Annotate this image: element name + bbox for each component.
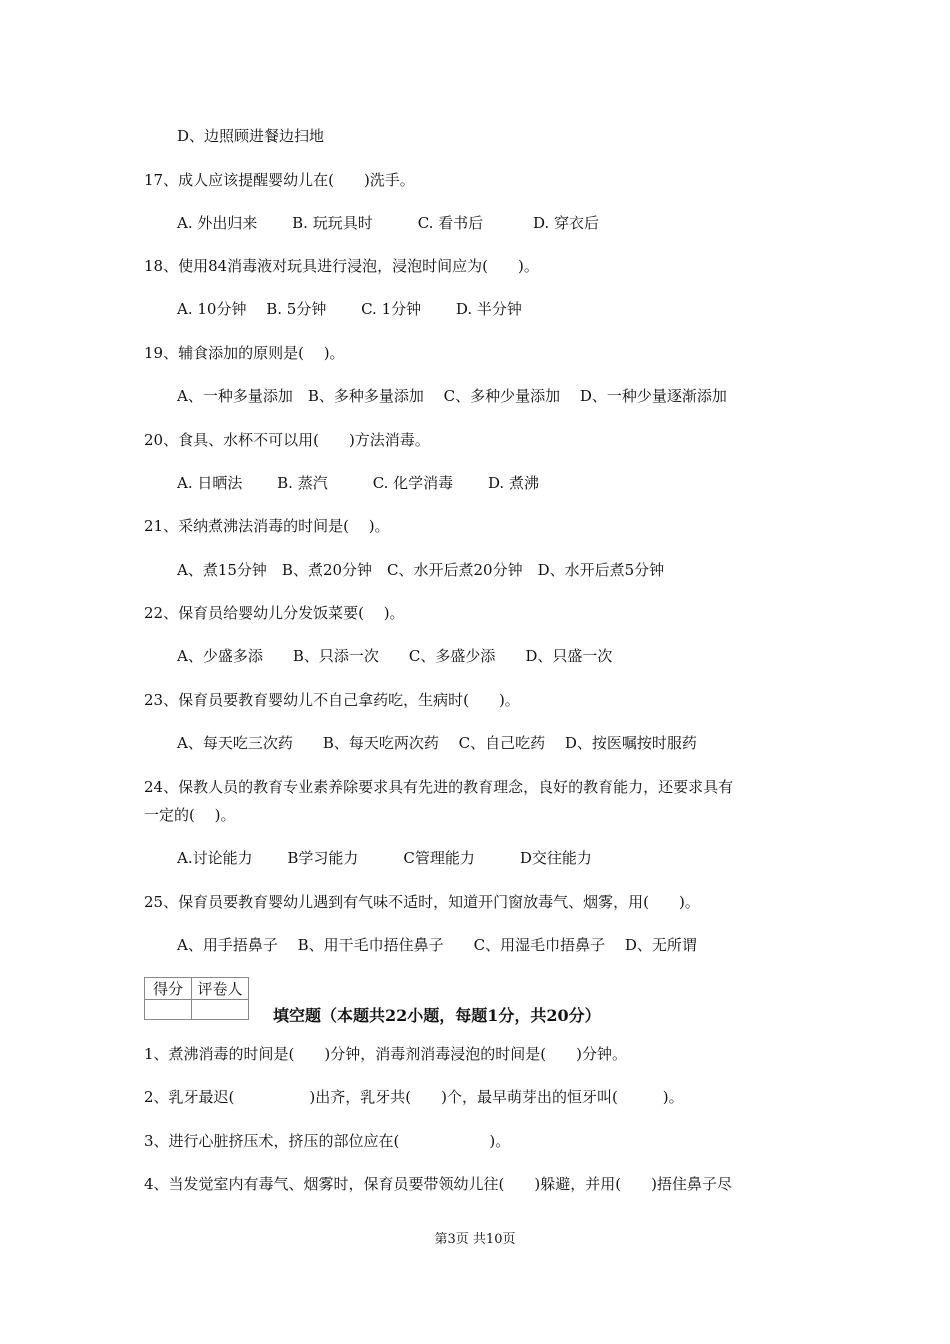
question-text: 18、使用84消毒液对玩具进行浸泡，浸泡时间应为( )。 (144, 257, 539, 275)
answer-options: A. 日晒法 B. 蒸汽 C. 化学消毒 D. 煮沸 (177, 474, 539, 492)
answer-options: D、边照顾进餐边扫地 (177, 127, 325, 145)
question-text: 2、乳牙最迟( )出齐，乳牙共( )个，最早萌芽出的恒牙叫( )。 (144, 1088, 684, 1106)
question-text: 3、进行心脏挤压术，挤压的部位应在( )。 (144, 1132, 511, 1150)
grader-label: 评卷人 (192, 978, 249, 1000)
question-text: 4、当发觉室内有毒气、烟雾时，保育员要带领幼儿往( )躲避，并用( )捂住鼻子尽 (144, 1175, 732, 1193)
question-text: 23、保育员要教育婴幼儿不自己拿药吃，生病时( )。 (144, 691, 520, 709)
answer-options: A. 外出归来 B. 玩玩具时 C. 看书后 D. 穿衣后 (177, 214, 599, 232)
question-text: 20、食具、水杯不可以用( )方法消毒。 (144, 431, 430, 449)
answer-options: A、一种多量添加 B、多种多量添加 C、多种少量添加 D、一种少量逐渐添加 (177, 387, 727, 405)
question-text: 一定的( )。 (144, 806, 236, 824)
question-text: 17、成人应该提醒婴幼儿在( )洗手。 (144, 171, 415, 189)
question-text: 1、煮沸消毒的时间是( )分钟，消毒剂消毒浸泡的时间是( )分钟。 (144, 1045, 627, 1063)
page-footer: 第3页 共10页 (434, 1232, 516, 1247)
answer-options: A. 10分钟 B. 5分钟 C. 1分钟 D. 半分钟 (177, 300, 522, 318)
answer-options: A、用手捂鼻子 B、用干毛巾捂住鼻子 C、用湿毛巾捂鼻子 D、无所谓 (177, 936, 697, 954)
question-text: 25、保育员要教育婴幼儿遇到有气味不适时，知道开门窗放毒气、烟雾，用( )。 (144, 893, 700, 911)
score-cell (145, 1000, 192, 1020)
answer-options: A.讨论能力 B学习能力 C管理能力 D交往能力 (177, 849, 592, 867)
question-text: 24、保教人员的教育专业素养除要求具有先进的教育理念，良好的教育能力，还要求具有 (144, 778, 734, 796)
grader-cell (192, 1000, 249, 1020)
answer-options: A、每天吃三次药 B、每天吃两次药 C、自己吃药 D、按医嘱按时服药 (177, 734, 697, 752)
score-table (144, 977, 249, 1020)
answer-options: A、少盛多添 B、只添一次 C、多盛少添 D、只盛一次 (177, 647, 613, 665)
answer-options: A、煮15分钟 B、煮20分钟 C、水开后煮20分钟 D、水开后煮5分钟 (177, 561, 665, 579)
question-text: 19、辅食添加的原则是( )。 (144, 344, 345, 362)
score-label: 得分 (145, 978, 192, 1000)
question-text: 22、保育员给婴幼儿分发饭菜要( )。 (144, 604, 405, 622)
section-title: 填空题（本题共22小题，每题1分，共20分） (273, 1006, 601, 1025)
question-text: 21、采纳煮沸法消毒的时间是( )。 (144, 517, 390, 535)
